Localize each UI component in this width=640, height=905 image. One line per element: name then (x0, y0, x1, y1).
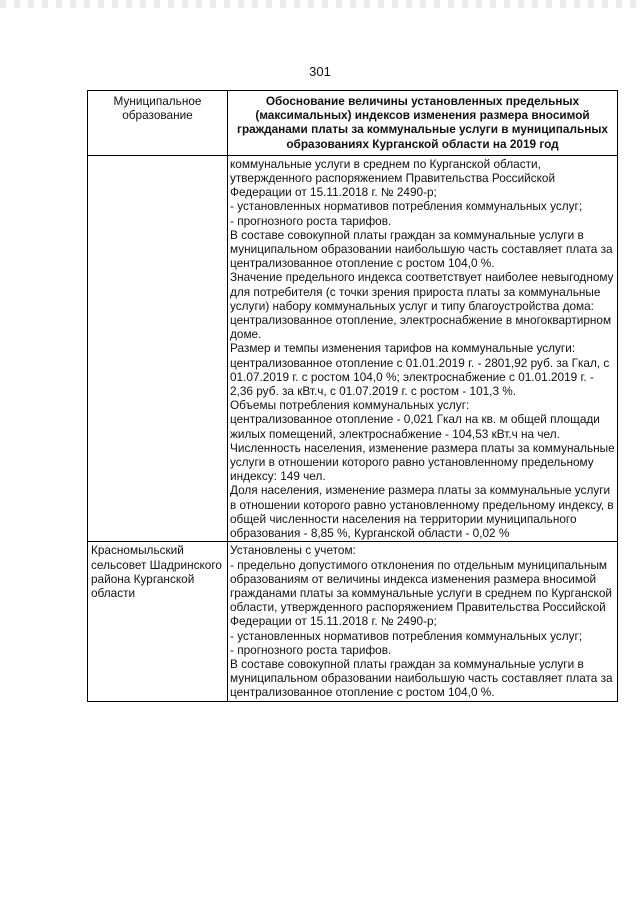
table-header-row (88, 91, 618, 156)
paragraph: Объемы потребления коммунальных услуг: (230, 398, 470, 413)
header-municipality: Муниципальное образование (88, 91, 228, 156)
paragraph: - предельно допустимого отклонения по отдельным муниципальным образованиям от величины индекса изменения размера вносимой гражданами платы за коммунальные услуги в среднем по Курганской области, утвержденного распоряжением Правительства Российской Федерации от 15.11.2018 г. № 2490-р; (230, 557, 612, 629)
paragraph: В составе совокупной платы граждан за коммунальные услуги в муниципальном образовании наибольшую часть составляет плата за централизованное отопление с ростом 104,0 %. (230, 227, 613, 271)
paragraph: Значение предельного индекса соответствует наиболее невыгодному для потребителя (с точки зрения прироста платы за коммунальные услуги) набору коммунальных услуг и типу благоустройства дома: (230, 270, 614, 313)
paragraph: Численность населения, изменение размера платы за коммунальные услуги в отношении которого равно установленному предельному индексу: 149 чел. (230, 440, 615, 484)
paragraph: - установленных нормативов потребления коммунальных услуг; (230, 199, 583, 214)
paragraph: Установлены с учетом: (230, 543, 356, 558)
table-row (88, 155, 618, 541)
row1-municipality (88, 155, 228, 541)
paragraph: - прогнозного роста тарифов. (230, 213, 392, 228)
justification-table (87, 90, 618, 702)
paragraph: В составе совокупной платы граждан за коммунальные услуги в муниципальном образовании наибольшую часть составляет плата за централизованное отопление с ростом 104,0 %. (230, 656, 613, 700)
paragraph: Размер и темпы изменения тарифов на коммунальные услуги: (230, 341, 576, 356)
header-justification: Обоснование величины установленных предельных (максимальных) индексов изменения размера вносимой гражданами платы за коммунальные услуги в муниципальных образованиях Курганской области на 2019 год (228, 91, 618, 156)
page-number: 301 (309, 64, 331, 79)
paragraph: централизованное отопление с 01.01.2019 г. - 2801,92 руб. за Гкал, с 01.07.2019 г. с ростом 104,0 %; электроснабжение с 01.01.2019 г. - 2,36 руб. за кВт.ч, с 01.07.2019 г. с ростом - 101,3 %. (230, 355, 610, 399)
row2-municipality: Красномыльский сельсовет Шадринского района Курганской области (88, 542, 228, 701)
table-row (88, 542, 618, 701)
row1-justification (228, 155, 618, 541)
paragraph: централизованное отопление - 0,021 Гкал на кв. м общей площади жилых помещений, электроснабжение - 104,53 кВт.ч на чел. (230, 412, 600, 441)
paragraph: - установленных нормативов потребления коммунальных услуг; (230, 628, 583, 643)
row2-justification (228, 542, 618, 701)
scan-artifact-top (0, 0, 640, 8)
paragraph: Доля населения, изменение размера платы за коммунальные услуги в отношении которого равно установленному предельному индексу, в общей численности населения на территории муниципального образования - 8,85 %, Курганской области - 0,02 % (230, 483, 614, 541)
paragraph: - прогнозного роста тарифов. (230, 642, 392, 657)
paragraph: централизованное отопление, электроснабжение в многоквартирном доме. (230, 313, 612, 342)
paragraph: коммунальные услуги в среднем по Курганской области, утвержденного распоряжением Правительства Российской Федерации от 15.11.2018 г. № 2490-р; (230, 156, 556, 200)
